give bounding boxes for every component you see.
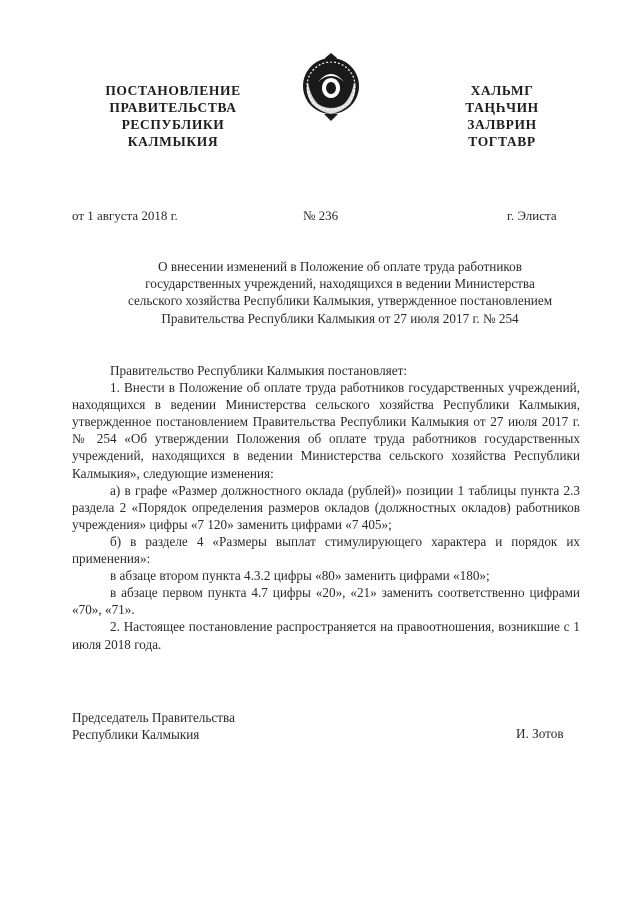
title-line: государственных учреждений, находящихся в ведении Министерства bbox=[145, 276, 535, 292]
paragraph-b-item-1: в абзаце втором пункта 4.3.2 цифры «80» заменить цифрами «180»; bbox=[110, 568, 490, 584]
signatory-position-line: Председатель Правительства bbox=[72, 710, 235, 725]
header-left-line: КАЛМЫКИЯ bbox=[127, 134, 219, 149]
header-left bbox=[88, 82, 258, 150]
header-left-line: ПРАВИТЕЛЬСТВА bbox=[109, 100, 237, 115]
title-line: Правительства Республики Калмыкия от 27 июля 2017 г. № 254 bbox=[161, 310, 519, 326]
document-date: от 1 августа 2018 г. bbox=[72, 208, 178, 223]
document-title bbox=[100, 258, 580, 327]
header-right-line: ТОГТАВР bbox=[468, 134, 536, 149]
coat-of-arms-icon bbox=[300, 52, 362, 122]
header-right-line: ТАҢҺЧИН bbox=[465, 100, 539, 115]
document-body bbox=[72, 362, 580, 653]
signatory-position bbox=[72, 709, 235, 743]
signatory-name: И. Зотов bbox=[516, 726, 564, 741]
paragraph-1: 1. Внести в Положение об оплате труда работников государственных учреждений, находящихся в ведении Министерства сельского хозяйства Республики Калмыкия, утвержденное постановлением Правительства Республики Калмыкия от 27 июля 2017 г. № 254 «Об утверждении Положения об оплате труда работников государственных учреждений, находящихся в ведении Министерства сельского хозяйства Республики Калмыкия», следующие изменения: bbox=[72, 380, 580, 481]
document-number: № 236 bbox=[303, 208, 339, 223]
title-line: О внесении изменений в Положение об оплате труда работников bbox=[158, 259, 522, 274]
paragraph-b-item-2: в абзаце первом пункта 4.7 цифры «20», «21» заменить соответственно цифрами «70», «71». bbox=[72, 585, 580, 618]
header-right-line: ХАЛЬМГ bbox=[470, 83, 534, 98]
emblem-icon bbox=[300, 52, 362, 122]
document-city: г. Элиста bbox=[507, 208, 557, 223]
header-right-line: ЗАЛВРИН bbox=[467, 117, 537, 132]
paragraph-b: б) в разделе 4 «Размеры выплат стимулирующего характера и порядок их применения»: bbox=[72, 533, 580, 567]
header-left-line: ПОСТАНОВЛЕНИЕ bbox=[105, 83, 241, 98]
title-line: сельского хозяйства Республики Калмыкия, утвержденное постановлением bbox=[127, 293, 553, 309]
paragraph-a: а) в графе «Размер должностного оклада (рублей)» позиции 1 таблицы пункта 2.3 раздела 2 «Порядок определения размеров окладов (должностных окладов) работников учреждения» цифры «7 120» заменить цифрами «7 405»; bbox=[72, 482, 580, 532]
header-left-line: РЕСПУБЛИКИ bbox=[121, 117, 225, 132]
intro-paragraph: Правительство Республики Калмыкия постановляет: bbox=[110, 363, 408, 378]
signatory-position-line: Республики Калмыкия bbox=[72, 727, 200, 742]
paragraph-2: 2. Настоящее постановление распространяется на правоотношения, возникшие с 1 июля 2018 года. bbox=[72, 619, 580, 652]
header-right bbox=[442, 82, 562, 150]
